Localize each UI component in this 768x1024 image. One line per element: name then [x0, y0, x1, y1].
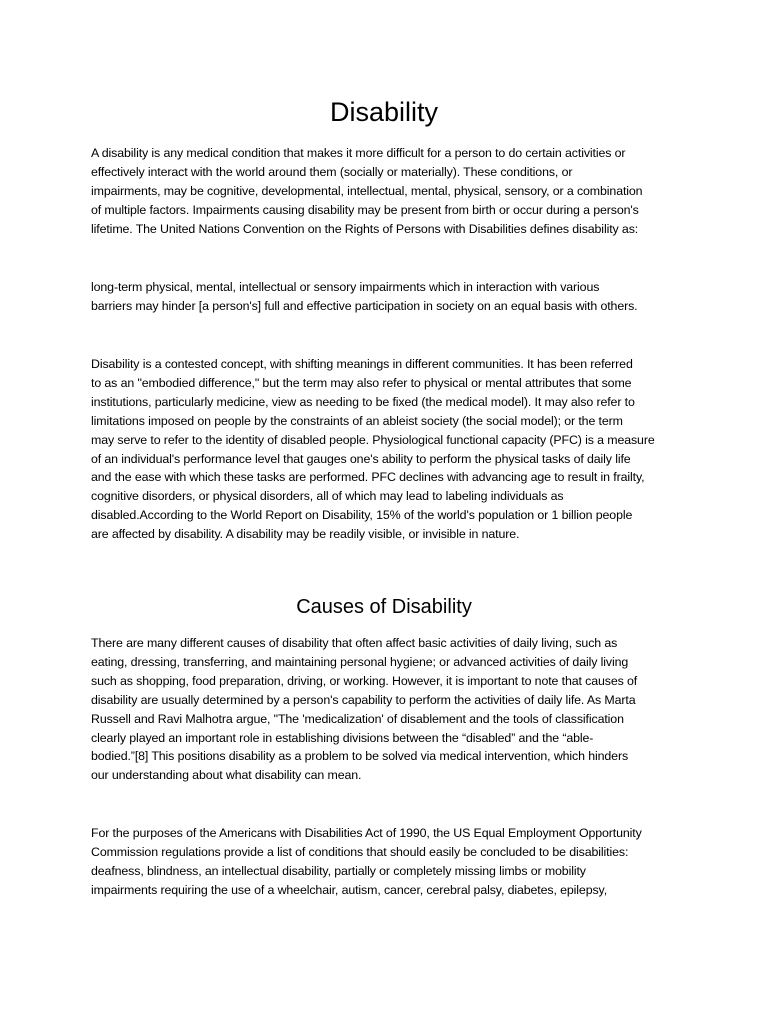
text-line: are affected by disability. A disability may be readily visible, or invisible in nature.: [91, 527, 520, 542]
text-line: deafness, blindness, an intellectual disability, partially or completely missing limbs or mobility: [91, 863, 586, 878]
text-line: For the purposes of the Americans with Disabilities Act of 1990, the US Equal Employment Opportunity: [91, 826, 642, 840]
text-line: of an individual's performance level that gauges one's ability to perform the physical tasks of daily life: [91, 451, 631, 466]
text-line: There are many different causes of disability that often affect basic activities of daily living, such as: [91, 636, 618, 650]
text-line: eating, dressing, transferring, and maintaining personal hygiene; or advanced activities of daily living: [91, 654, 629, 669]
text-line: disability are usually determined by a person's capability to perform the activities of daily life. As Marta: [91, 692, 636, 707]
paragraph-causes: [91, 634, 681, 785]
paragraph-contested-concept: [91, 355, 681, 544]
text-line: long-term physical, mental, intellectual or sensory impairments which in interaction with various: [91, 280, 600, 294]
text-line: to as an "embodied difference," but the term may also refer to physical or mental attributes that some: [91, 375, 632, 390]
text-line: bodied.”[8] This positions disability as a problem to be solved via medical intervention, which hinders: [91, 749, 629, 764]
text-line: disabled.According to the World Report on Disability, 15% of the world's population or 1 billion people: [91, 508, 633, 523]
paragraph-un-quote: [91, 278, 681, 316]
text-line: and the ease with which these tasks are performed. PFC declines with advancing age to result in frailty,: [91, 470, 645, 485]
text-line: our understanding about what disability can mean.: [91, 768, 362, 783]
section-heading-causes: Causes of Disability: [296, 596, 472, 618]
text-line: Disability is a contested concept, with shifting meanings in different communities. It has been referred: [91, 357, 633, 371]
text-line: limitations imposed on people by the constraints of an ableist society (the social model); or the term: [91, 413, 623, 428]
text-line: cognitive disorders, or physical disorders, all of which may lead to labeling individuals as: [91, 489, 564, 504]
text-line: may serve to refer to the identity of disabled people. Physiological functional capacity (PFC) is a measure: [91, 432, 655, 447]
text-line: impairments, may be cognitive, developmental, intellectual, mental, physical, sensory, or a combination: [91, 183, 643, 198]
text-line: impairments requiring the use of a wheelchair, autism, cancer, cerebral palsy, diabetes, epilepsy,: [91, 882, 608, 897]
text-line: institutions, particularly medicine, view as needing to be fixed (the medical model). It may also refer to: [91, 394, 635, 409]
paragraph-definition: [91, 144, 681, 239]
text-line: lifetime. The United Nations Convention on the Rights of Persons with Disabilities defines disability as:: [91, 221, 639, 236]
text-line: such as shopping, food preparation, driving, or working. However, it is important to note that causes of: [91, 673, 638, 688]
text-line: effectively interact with the world around them (socially or materially). These conditions, or: [91, 164, 573, 179]
text-line: barriers may hinder [a person's] full and effective participation in society on an equal basis with others.: [91, 298, 638, 313]
text-line: Commission regulations provide a list of conditions that should easily be concluded to be disabilities:: [91, 844, 629, 859]
text-line: Russell and Ravi Malhotra argue, "The 'medicalization' of disablement and the tools of classification: [91, 711, 624, 726]
paragraph-ada: [91, 824, 681, 900]
text-line: of multiple factors. Impairments causing disability may be present from birth or occur during a person's: [91, 202, 639, 217]
text-line: clearly played an important role in establishing divisions between the “disabled” and the “able-: [91, 730, 594, 745]
page-title: Disability: [329, 97, 439, 127]
text-line: A disability is any medical condition that makes it more difficult for a person to do certain activities or: [91, 146, 626, 160]
